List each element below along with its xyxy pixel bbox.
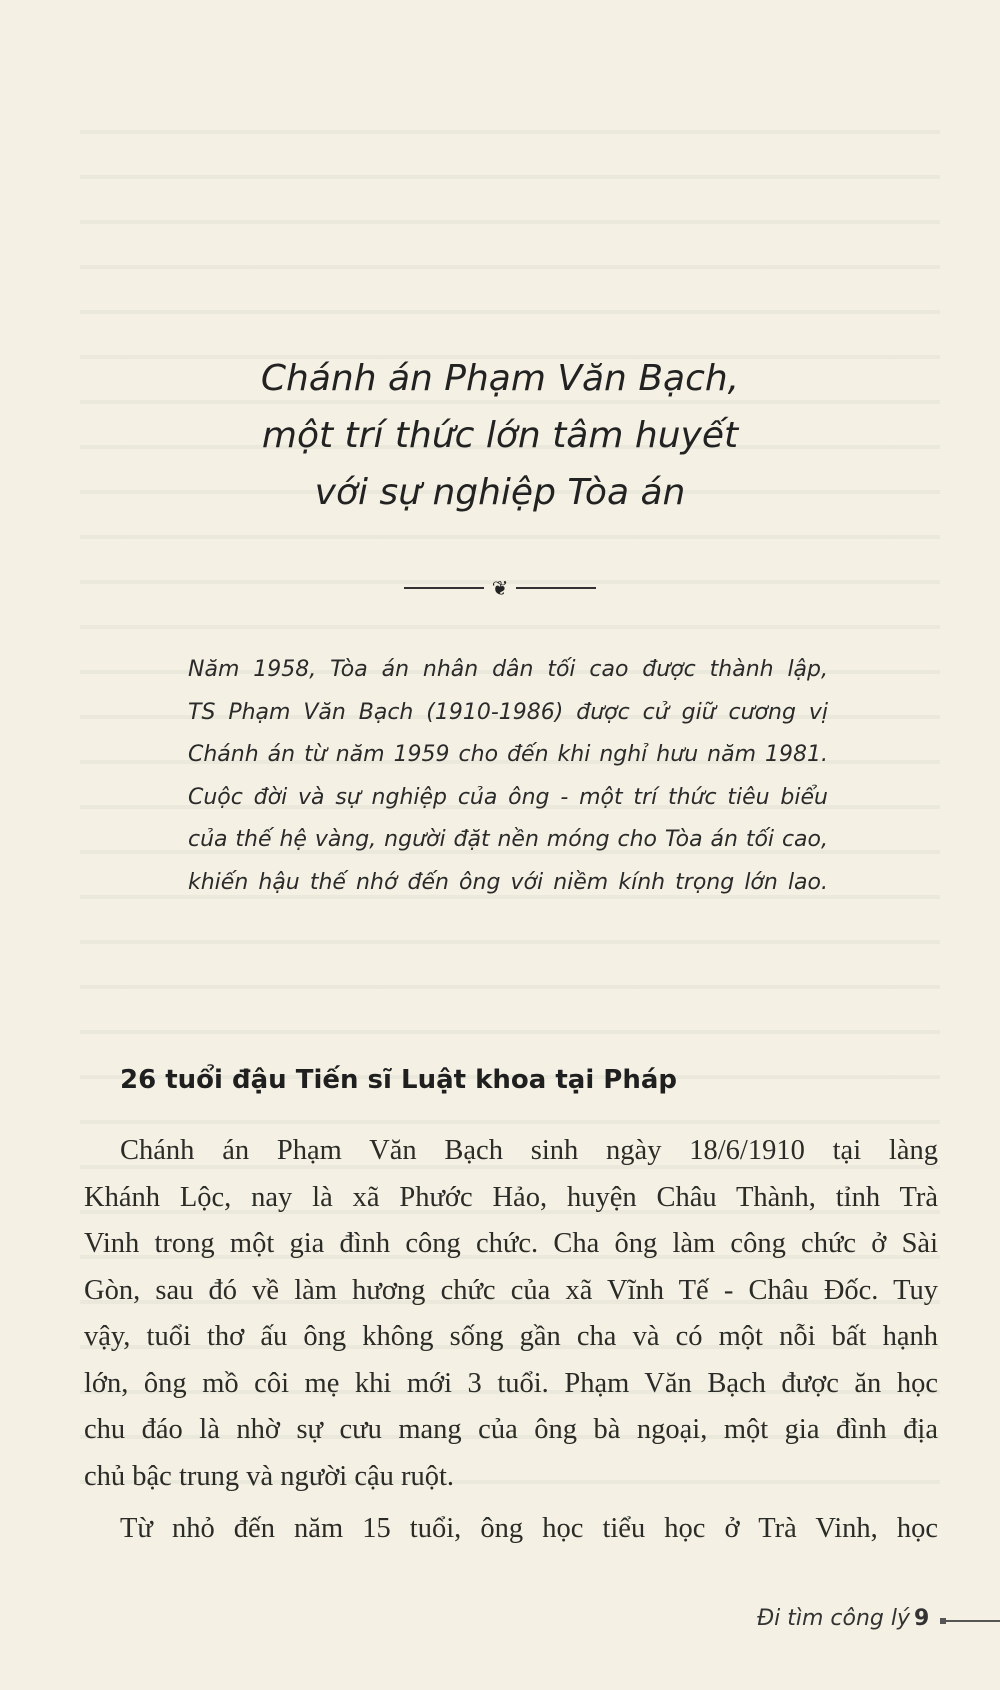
title-line: với sự nghiệp Tòa án (314, 472, 686, 513)
body-paragraph-1 (84, 1128, 938, 1500)
page-number: 9 (914, 1606, 930, 1631)
paragraph-line: Vinh trong một gia đình công chức. Cha ông làm công chức ở Sài (84, 1228, 938, 1259)
lede-line: Chánh án từ năm 1959 cho đến khi nghỉ hưu năm 1981. (188, 742, 828, 767)
lede-line: TS Phạm Văn Bạch (1910-1986) được cử giữ cương vị (188, 699, 828, 725)
fleuron-icon: ❦ (491, 576, 509, 600)
section-heading: 26 tuổi đậu Tiến sĩ Luật khoa tại Pháp (120, 1065, 678, 1095)
article-lede (188, 649, 828, 904)
paragraph-line: vậy, tuổi thơ ấu ông không sống gần cha và có một nỗi bất hạnh (84, 1321, 938, 1352)
paragraph-line: Khánh Lộc, nay là xã Phước Hảo, huyện Châu Thành, tỉnh Trà (84, 1181, 938, 1213)
paragraph-line: Chánh án Phạm Văn Bạch sinh ngày 18/6/1910 tại làng (120, 1135, 938, 1166)
ornament-line-right (516, 587, 596, 589)
article-title (0, 350, 1000, 521)
title-line: Chánh án Phạm Văn Bạch, (260, 358, 740, 399)
lede-line: Năm 1958, Tòa án nhân dân tối cao được thành lập, (188, 657, 828, 682)
paragraph-line: chu đáo là nhờ sự cưu mang của ông bà ngoại, một gia đình địa (84, 1414, 938, 1445)
running-title: Đi tìm công lý (757, 1606, 910, 1631)
paragraph-line: lớn, ông mồ côi mẹ khi mới 3 tuổi. Phạm Văn Bạch được ăn học (84, 1367, 938, 1399)
footer-rule (944, 1620, 1000, 1622)
body-paragraph-2 (84, 1506, 938, 1553)
ornament-line-left (404, 587, 484, 589)
lede-line: Cuộc đời và sự nghiệp của ông - một trí thức tiêu biểu (188, 784, 828, 810)
title-line: một trí thức lớn tâm huyết (261, 415, 739, 456)
paragraph-line: Từ nhỏ đến năm 15 tuổi, ông học tiểu học ở Trà Vinh, học (120, 1513, 938, 1544)
lede-line: khiến hậu thế nhớ đến ông với niềm kính trọng lớn lao. (188, 869, 828, 895)
lede-line: của thế hệ vàng, người đặt nền móng cho Tòa án tối cao, (188, 827, 828, 852)
paragraph-line: chủ bậc trung và người cậu ruột. (84, 1460, 455, 1492)
title-ornament (0, 573, 1000, 603)
paragraph-line: Gòn, sau đó về làm hương chức của xã Vĩnh Tế - Châu Đốc. Tuy (84, 1274, 938, 1306)
page-footer (0, 1600, 1000, 1640)
